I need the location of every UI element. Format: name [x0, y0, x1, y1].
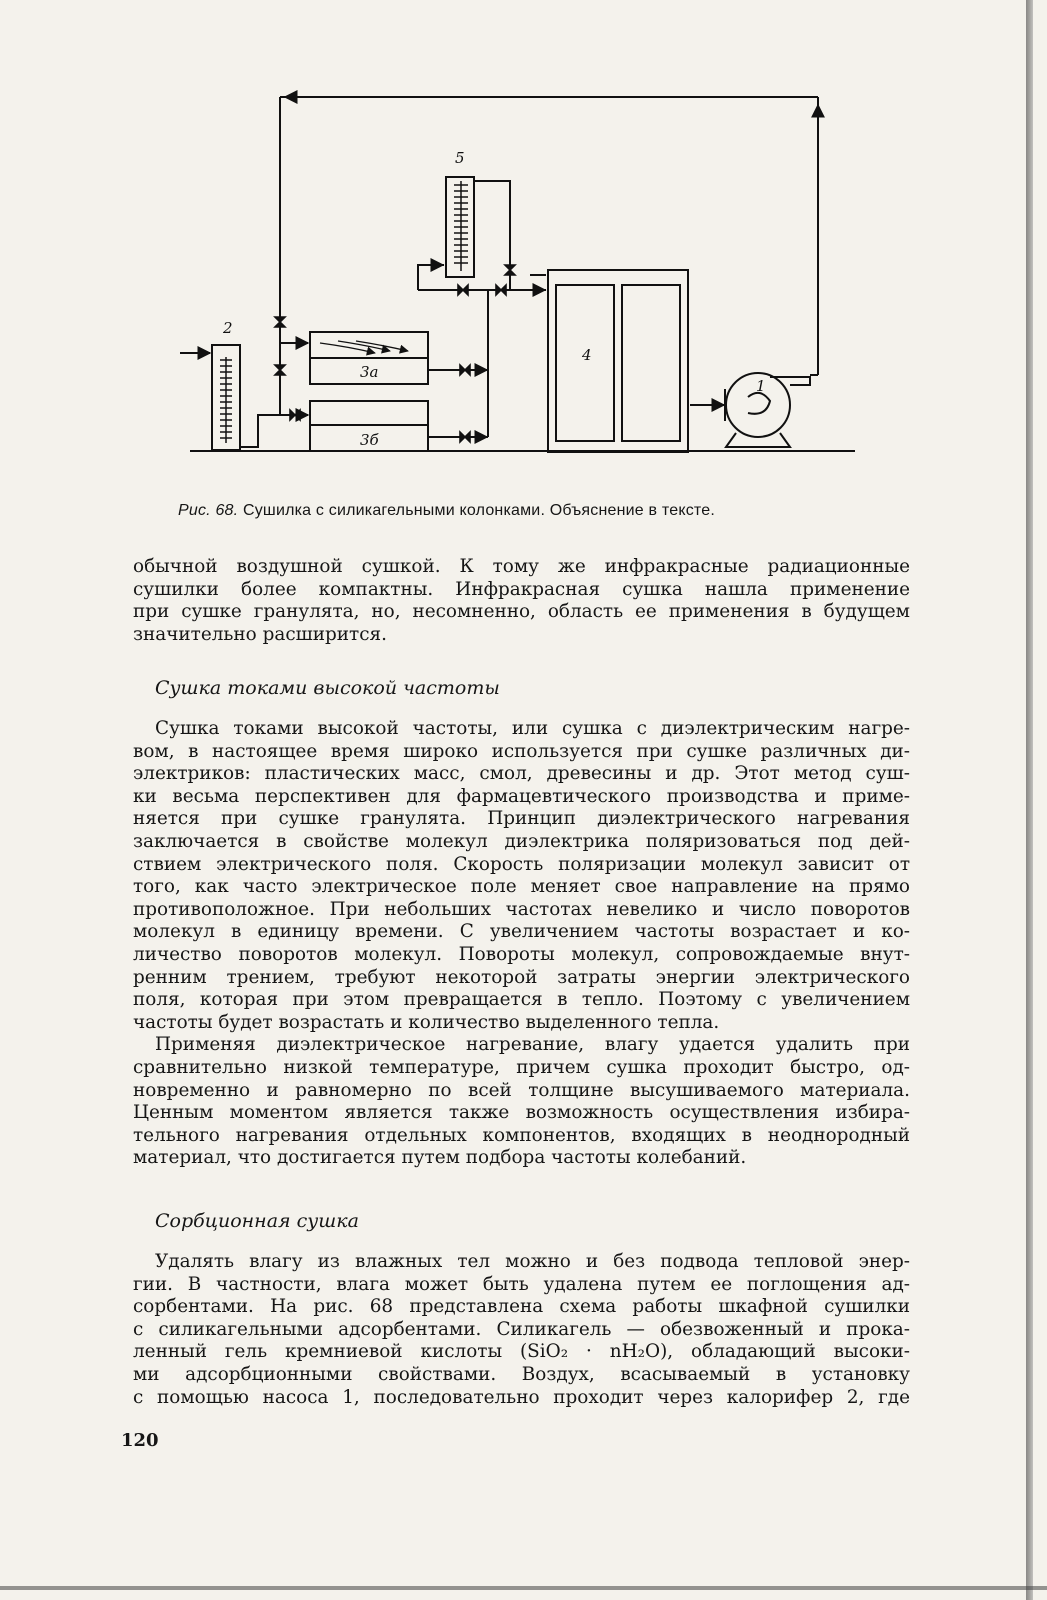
text-line: поля, которая при этом превращается в тепло. Поэтому с увеличением [133, 989, 910, 1011]
text-line: сравнительно низкой температуре, причем сушка проходит быстро, од- [133, 1056, 910, 1078]
paragraph-hf-drying [133, 718, 910, 1170]
page-bottom-edge [0, 1586, 1047, 1590]
text-line: Ценным моментом является также возможность осуществления избира- [133, 1102, 910, 1124]
text-line: электриков: пластических масс, смол, древесины и др. Этот метод суш- [133, 763, 910, 785]
text-line: того, как часто электрическое поле меняет свое направление на прямо [133, 876, 910, 898]
text-line: новременно и равномерно по всей толщине высушиваемого материала. [133, 1079, 910, 1101]
text-line: сушилки более компактны. Инфракрасная сушка нашла применение [133, 578, 910, 600]
text-line: ки весьма перспективен для фармацевтического производства и приме- [133, 785, 910, 807]
text-line: тельного нагревания отдельных компонентов, входящих в неоднородный [133, 1124, 910, 1146]
text-line: Сушка токами высокой частоты, или сушка с диэлектрическим нагре- [155, 718, 910, 739]
section-heading-sorption-drying: Сорбционная сушка [155, 1210, 359, 1232]
section-heading-hf-drying: Сушка токами высокой частоты [155, 677, 500, 699]
paragraph-continued [133, 556, 910, 646]
text-line: молекул в единицу времени. С увеличением частоты возрастает и ко- [133, 921, 910, 943]
text-line: гии. В частности, влага может быть удалена путем ее поглощения ад- [133, 1273, 910, 1295]
text-line: ствием электрического поля. Скорость поляризации молекул зависит от [133, 853, 910, 875]
text-line: вом, в настоящее время широко используется при сушке различных ди- [133, 740, 910, 762]
text-line: няется при сушке гранулята. Принцип диэлектрического нагревания [133, 808, 910, 830]
text-line: с силикагельными адсорбентами. Силикагель — обезвоженный и прока- [133, 1318, 910, 1340]
caption-text: Сушилка с силикагельными колонками. Объяснение в тексте. [242, 502, 715, 519]
text-line: сорбентами. На рис. 68 представлена схема работы шкафной сушилки [133, 1296, 910, 1318]
text-line: материал, что достигается путем подбора частоты колебаний. [133, 1147, 747, 1169]
cabinet-4 [548, 270, 688, 452]
page-number: 120 [121, 1430, 159, 1451]
text-line: ми адсорбционными свойствами. Воздух, всасываемый в установку [133, 1363, 910, 1385]
text-line: Применяя диэлектрическое нагревание, влагу удается удалить при [155, 1034, 910, 1056]
text-line: частоты будет возрастать и количество выделенного тепла. [133, 1011, 720, 1033]
text-line: личество поворотов молекул. Повороты молекул, сопровождаемые внут- [133, 943, 910, 965]
label-column-a: 3а [360, 363, 379, 381]
label-cabinet: 4 [582, 346, 592, 364]
text-line: противоположное. При небольших частотах невелико и число поворотов [133, 898, 910, 920]
figure-dryer-schematic [170, 85, 870, 480]
text-line: заключается в свойстве молекул диэлектрика поляризоваться под дей- [133, 830, 910, 852]
label-column-b: 3б [360, 431, 379, 449]
label-gauge: 5 [455, 149, 465, 167]
text-line: Удалять влагу из влажных тел можно и без подвода тепловой энер- [155, 1251, 910, 1272]
text-line: значительно расширится. [133, 623, 387, 645]
schematic-svg [170, 85, 870, 480]
text-line: с помощью насоса 1, последовательно проходит через калорифер 2, где [133, 1386, 910, 1408]
label-heater: 2 [223, 319, 233, 337]
label-pump: 1 [756, 377, 766, 395]
page-edge-shadow [1026, 0, 1033, 1600]
text-line: ренним трением, требуют некоторой затраты энергии электрического [133, 966, 910, 988]
text-line: при сушке гранулята, но, несомненно, область ее применения в будущем [133, 601, 910, 623]
text-line: ленный гель кремниевой кислоты (SiO₂ · nH₂O), обладающий высоки- [133, 1341, 910, 1363]
text-line: обычной воздушной сушкой. К тому же инфракрасные радиационные [133, 556, 910, 577]
figure-caption [178, 502, 878, 520]
paragraph-sorption-drying [133, 1251, 910, 1409]
caption-number: Рис. 68. [178, 502, 239, 519]
